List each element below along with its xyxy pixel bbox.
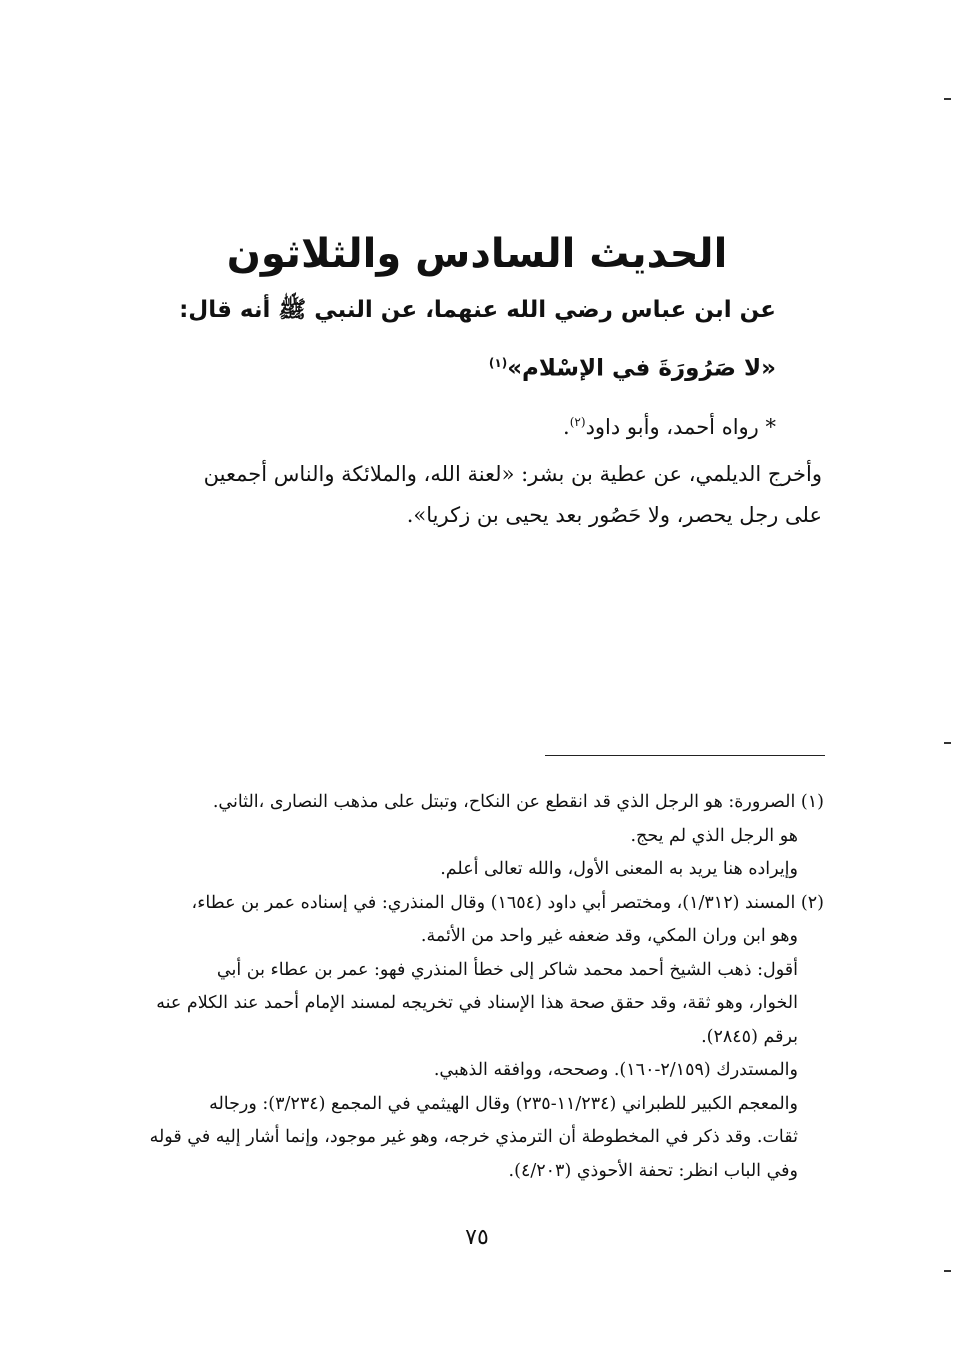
additional-narration — [132, 454, 822, 536]
footnote-line: ثقات. وقد ذكر في المخطوطة أن الترمذي خرجه، وهو غير موجود، وإنما أشار إليه في قوله — [149, 1127, 798, 1147]
footnote-line: الخوار، وهو ثقة، وقد حقق صحة هذا الإسناد في تخريجه لمسند الإمام أحمد عند الكلام عنه — [156, 993, 798, 1013]
footnote-ref-1: (١) — [488, 356, 508, 370]
footnotes-section — [124, 786, 824, 1188]
footnote-line: وهو ابن وران المكي، وقد ضعفه غير واحد من الأئمة. — [420, 926, 798, 946]
footnote-line: والمعجم الكبير للطبراني (١١/٢٣٤-٢٣٥) وقال الهيثمي في المجمع (٣/٢٣٤): ورجاله — [209, 1093, 798, 1114]
footnote-ref-2: (٢) — [569, 415, 586, 429]
footnote-line: برقم (٢٨٤٥). — [701, 1026, 798, 1047]
scan-margin-mark — [944, 98, 951, 100]
footnote-line: والمستدرك (٢/١٥٩-١٦٠). وصححه، ووافقه الذهبي. — [433, 1060, 798, 1080]
page-number: ٧٥ — [465, 1225, 489, 1250]
footnote-line: وإيراده هنا يريد به المعنى الأول، والله تعالى أعلم. — [440, 859, 798, 879]
footnote-line: هو الرجل الذي لم يحج. — [630, 825, 798, 846]
chapter-title: الحديث السادس والثلاثون — [226, 231, 728, 277]
hadith-text — [156, 343, 776, 389]
narration-line — [156, 402, 776, 447]
footnote-line: (١) الصرورة: هو الرجل الذي قد انقطع عن النكاح، وتبتل على مذهب النصارى ،الثاني. — [212, 792, 824, 812]
scan-margin-mark — [944, 1270, 951, 1272]
narration-text: * رواه أحمد، وأبو داود — [585, 415, 776, 439]
footnote-line: أقول: ذهب الشيخ أحمد محمد شاكر إلى خطأ المنذري فهو: عمر بن عطاء بن أبي — [216, 959, 798, 980]
footnote-line: (٢) المسند (١/٣١٢)، ومختصر أبي داود (١٦٥٤) وقال المنذري: في إسناده عمر بن عطاء، — [191, 892, 824, 913]
narration-end: . — [563, 415, 570, 439]
additional-narration-line: وأخرج الديلمي، عن عطية بن بشر: «لعنة الله، والملائكة والناس أجمعين — [203, 462, 822, 486]
scan-margin-mark — [944, 742, 951, 744]
hadith-intro: عن ابن عباس رضي الله عنهما، عن النبي ﷺ أنه قال: — [179, 297, 776, 323]
hadith-quote: «لا صَرُورَةَ في الإسْلام» — [507, 355, 776, 382]
additional-narration-line: على رجل يحصر، ولا حَصُور بعد يحيى بن زكريا». — [406, 503, 822, 527]
footnote-separator — [545, 755, 825, 756]
footnote-line: وفي الباب انظر: تحفة الأحوذي (٤/٢٠٣). — [508, 1160, 798, 1181]
